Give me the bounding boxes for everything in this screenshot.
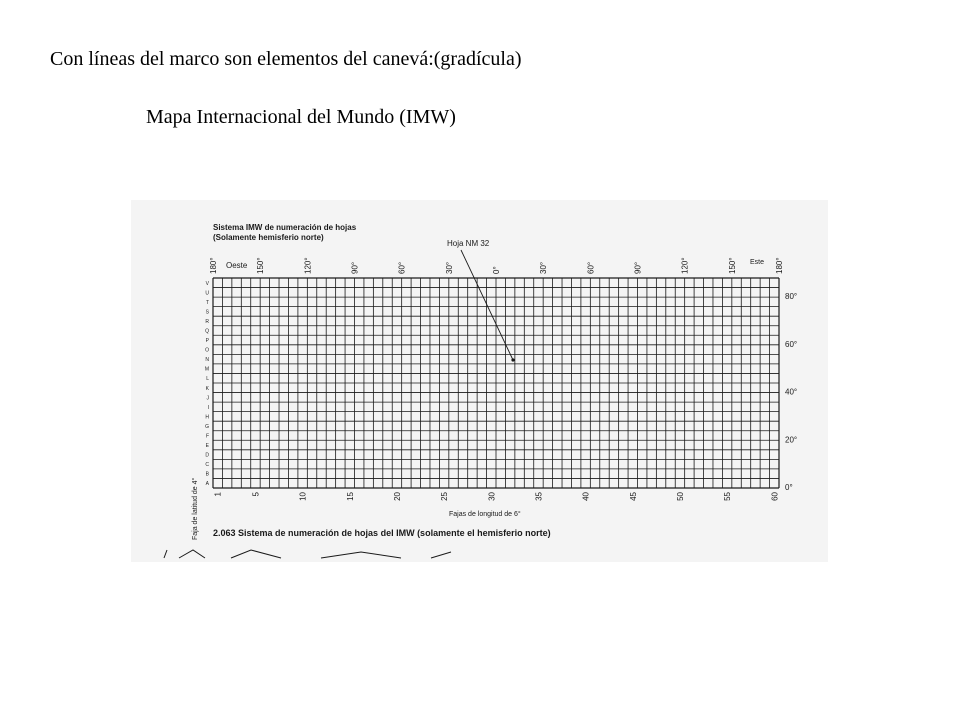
row-letter: T <box>205 299 209 306</box>
zone-number: 55 <box>723 492 733 501</box>
longitude-label: 150° <box>727 257 737 274</box>
latitude-label: 60° <box>785 339 798 349</box>
callout-point <box>511 358 514 361</box>
row-letter: H <box>205 414 209 421</box>
row-letter: Q <box>205 328 209 335</box>
west-label: Oeste <box>226 261 248 270</box>
cut-off-text-fragment <box>164 550 451 558</box>
imw-grid-svg <box>131 200 828 562</box>
zone-number: 10 <box>298 492 308 501</box>
longitude-label: 180° <box>775 257 784 274</box>
zone-number: 60 <box>770 492 780 501</box>
row-letter: M <box>204 366 209 373</box>
longitude-labels <box>209 257 784 274</box>
zone-number: 35 <box>534 492 544 501</box>
callout-label: Hoja NM 32 <box>447 239 490 248</box>
row-letter: L <box>206 376 209 383</box>
row-letter: V <box>205 280 209 287</box>
longitude-label: 90° <box>633 261 643 274</box>
figure-header-line1: Sistema IMW de numeración de hojas <box>213 223 357 232</box>
x-axis-label: Fajas de longitud de 6° <box>449 511 521 518</box>
row-letter: B <box>205 471 209 478</box>
zone-number: 20 <box>392 492 402 501</box>
cut-off-text-strokes <box>164 550 451 558</box>
row-letter: E <box>205 443 209 450</box>
row-letter: P <box>205 338 209 345</box>
row-letter: A <box>205 481 209 488</box>
row-letter: N <box>205 357 209 364</box>
zone-numbers <box>214 491 780 500</box>
longitude-label: 120° <box>680 257 690 274</box>
row-letter: U <box>205 290 209 297</box>
latitude-label: 20° <box>785 435 798 445</box>
figure-header-line2: (Solamente hemisferio norte) <box>213 233 324 242</box>
row-letter: D <box>205 452 209 459</box>
longitude-label: 90° <box>350 261 360 274</box>
row-letter: K <box>205 385 209 392</box>
slide-subtitle: Mapa Internacional del Mundo (IMW) <box>146 106 456 128</box>
slide-title: Con líneas del marco son elementos del canevá:(gradícula) <box>50 48 522 70</box>
longitude-label: 0° <box>492 266 501 274</box>
row-letter: I <box>207 404 209 411</box>
longitude-label: 180° <box>209 257 218 274</box>
figure-caption: 2.063 Sistema de numeración de hojas del IMW (solamente el hemisferio norte) <box>213 528 551 538</box>
row-letter: J <box>206 395 209 402</box>
row-letter: O <box>205 347 209 354</box>
latitude-label: 0° <box>785 483 793 492</box>
zone-number: 15 <box>345 492 355 501</box>
longitude-label: 60° <box>586 261 596 274</box>
zone-number: 25 <box>440 492 450 501</box>
row-letter: R <box>205 318 209 325</box>
zone-number: 30 <box>487 492 497 501</box>
east-label: Este <box>750 259 765 266</box>
zone-number: 50 <box>675 492 685 501</box>
longitude-label: 30° <box>539 261 549 274</box>
longitude-label: 150° <box>256 257 266 274</box>
graticule-grid <box>213 278 779 488</box>
zone-number: 45 <box>628 492 638 501</box>
latitude-label: 40° <box>785 387 798 397</box>
latitude-label: 80° <box>785 292 798 302</box>
imw-figure <box>131 200 828 562</box>
zone-number: 40 <box>581 492 591 501</box>
latitude-labels <box>785 292 797 492</box>
y-axis-label: Faja de latitud de 4° <box>192 477 199 540</box>
row-letter: F <box>205 433 209 440</box>
row-letter: G <box>205 423 209 430</box>
longitude-label: 30° <box>444 261 454 274</box>
row-letters <box>205 281 210 487</box>
zone-number: 5 <box>251 492 261 497</box>
longitude-label: 120° <box>303 257 313 274</box>
longitude-label: 60° <box>397 261 407 274</box>
row-letter: S <box>205 309 209 316</box>
zone-number: 1 <box>213 492 223 497</box>
row-letter: C <box>205 462 209 469</box>
